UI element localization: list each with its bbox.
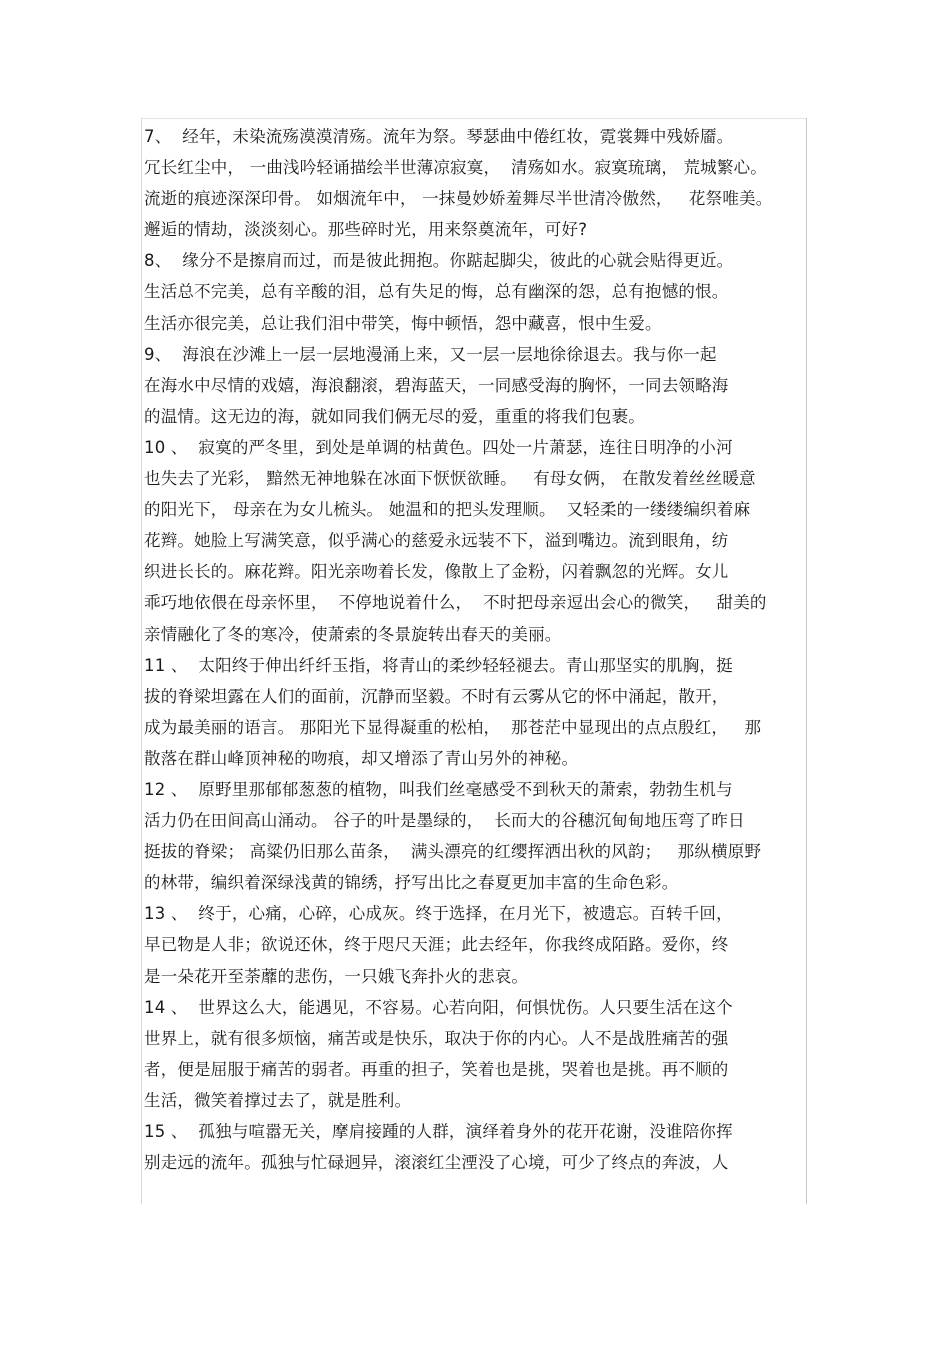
text-line: 流逝的痕迹深深印骨。 如烟流年中， 一抹曼妙娇羞舞尽半世清冷傲然， 花祭唯美。 (144, 189, 773, 209)
text-line: 12 、 原野里那郁郁葱葱的植物，叫我们丝毫感受不到秋天的萧索，勃勃生机与 (144, 779, 733, 799)
text-line: 世界上，就有很多烦恼，痛苦或是快乐，取决于你的内心。人不是战胜痛苦的强 (144, 1028, 729, 1048)
text-line: 在海水中尽情的戏嬉，海浪翻滚，碧海蓝天，一同感受海的胸怀，一同去领略海 (144, 375, 729, 395)
text-line: 者，便是屈服于痛苦的弱者。再重的担子，笑着也是挑，哭着也是挑。再不顺的 (144, 1059, 729, 1079)
text-line: 生活亦很完美，总让我们泪中带笑，悔中顿悟，怨中藏喜，恨中生爱。 (144, 313, 662, 333)
text-line: 别走远的流年。孤独与忙碌迥异，滚滚红尘湮没了心境，可少了终点的奔波，人 (144, 1153, 729, 1173)
text-line: 挺拔的脊梁； 高粱仍旧那么苗条， 满头漂亮的红缨挥洒出秋的风韵； 那纵横原野 (144, 842, 762, 862)
text-line: 也失去了光彩， 黯然无神地躲在冰面下恹恹欲睡。 有母女俩， 在散发着丝丝暖意 (144, 469, 756, 489)
text-line: 花辫。她脸上写满笑意，似乎满心的慈爱永远装不下，溢到嘴边。流到眼角，纺 (144, 531, 729, 551)
text-line: 活力仍在田间高山涌动。 谷子的叶是墨绿的， 长而大的谷穗沉甸甸地压弯了昨日 (144, 811, 745, 831)
text-line: 的阳光下， 母亲在为女儿梳头。 她温和的把头发理顺。 又轻柔的一缕缕编织着麻 (144, 500, 751, 520)
text-line: 的林带，编织着深绿浅黄的锦绣，抒写出比之春夏更加丰富的生命色彩。 (144, 873, 679, 893)
body-text (144, 121, 824, 1178)
text-line: 冗长红尘中， 一曲浅吟轻诵描绘半世薄凉寂寞， 清殇如水。寂寞琉璃， 荒城繁心。 (144, 158, 767, 178)
text-line: 的温情。这无边的海，就如同我们俩无尽的爱，重重的将我们包裹。 (144, 406, 645, 426)
text-line: 9、 海浪在沙滩上一层一层地漫涌上来，又一层一层地徐徐退去。我与你一起 (144, 344, 717, 364)
text-line: 织进长长的。麻花辫。阳光亲吻着长发，像散上了金粉，闪着飘忽的光辉。女儿 (144, 562, 729, 582)
text-line: 乖巧地依偎在母亲怀里， 不停地说着什么， 不时把母亲逗出会心的微笑， 甜美的 (144, 593, 767, 613)
text-line: 10 、 寂寞的严冬里，到处是单调的枯黄色。四处一片萧瑟，连往日明净的小河 (144, 437, 733, 457)
text-line: 13 、 终于，心痛，心碎，心成灰。终于选择，在月光下，被遗忘。百转千回， (144, 904, 733, 924)
text-line: 14 、 世界这么大，能遇见，不容易。心若向阳，何惧忧伤。人只要生活在这个 (144, 997, 733, 1017)
text-line: 早已物是人非；欲说还休，终于咫尺天涯；此去经年，你我终成陌路。爱你，终 (144, 935, 729, 955)
text-line: 生活总不完美，总有辛酸的泪，总有失足的悔，总有幽深的怨，总有抱憾的恨。 (144, 282, 729, 302)
text-line: 拔的脊梁坦露在人们的面前，沉静而坚毅。不时有云雾从它的怀中涌起，散开， (144, 686, 729, 706)
text-line: 散落在群山峰顶神秘的吻痕，却又增添了青山另外的神秘。 (144, 748, 579, 768)
text-line: 成为最美丽的语言。 那阳光下显得凝重的松柏， 那苍茫中显现出的点点殷红， 那 (144, 717, 762, 737)
text-line: 15 、 孤独与喧嚣无关，摩肩接踵的人群，演绎着身外的花开花谢，没谁陪你挥 (144, 1122, 733, 1141)
text-line: 11 、 太阳终于伸出纤纤玉指，将青山的柔纱轻轻褪去。青山那坚实的肌胸，挺 (144, 655, 733, 675)
text-line: 亲情融化了冬的寒冷，使萧索的冬景旋转出春天的美丽。 (144, 624, 562, 644)
text-line: 8、 缘分不是擦肩而过，而是彼此拥抱。你踮起脚尖，彼此的心就会贴得更近。 (144, 251, 734, 271)
text-line: 生活，微笑着撑过去了，就是胜利。 (144, 1090, 412, 1110)
text-line: 是一朵花开至荼蘼的悲伤，一只娥飞奔扑火的悲哀。 (144, 966, 529, 986)
text-line: 7、 经年，未染流殇漠漠清殇。流年为祭。琴瑟曲中倦红妆，霓裳舞中残娇靥。 (144, 127, 734, 146)
page-border-left (141, 118, 142, 1204)
page-border-top (141, 118, 807, 119)
text-line: 邂逅的情劫，淡淡刻心。那些碎时光，用来祭奠流年，可好? (144, 220, 588, 240)
